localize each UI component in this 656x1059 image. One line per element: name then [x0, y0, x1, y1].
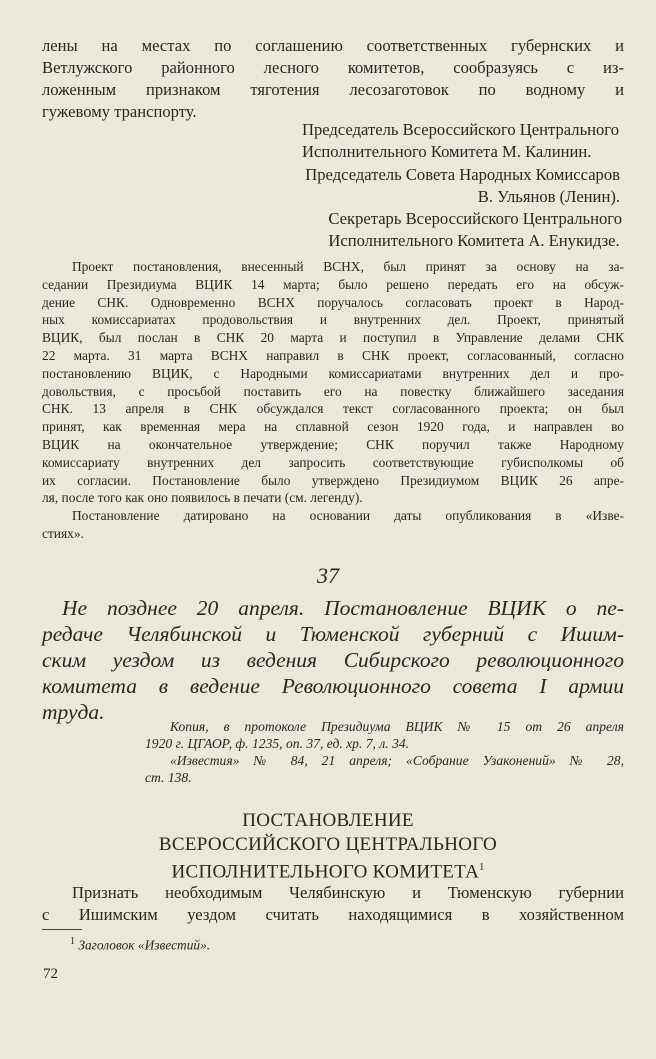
document-number: 37	[317, 563, 339, 588]
heading-text: ИСПОЛНИТЕЛЬНОГО КОМИТЕТА	[171, 861, 480, 883]
note-line: принят, как временная мера на сплавной сезон 1920 года, и направлен во	[42, 419, 624, 435]
signature-name: Исполнительного Комитета А. Енукидзе.	[328, 231, 620, 250]
footnote-reference: 1	[479, 862, 485, 873]
source-line: 1920 г. ЦГАОР, ф. 1235, оп. 37, ед. хр. 7, л. 34.	[145, 736, 410, 751]
note-line: ВЦИК, был послан в СНК 20 марта и поступил в Управление делами СНК	[42, 330, 624, 346]
note-line: седании Президиума ВЦИК 14 марта; было решено передать его на обсуж-	[42, 276, 624, 292]
source-line: Копия, в протоколе Президиума ВЦИК № 15 от 26 апреля	[170, 719, 624, 734]
signature-lenin	[305, 164, 620, 208]
signature-enukidze	[328, 208, 622, 252]
text-line: ложенным признаком тяготения лесозаготовок по водному и	[42, 80, 624, 99]
footnote-text: Заголовок «Известий».	[78, 937, 211, 953]
note-line: дение СНК. Одновременно ВСНХ поручалось согласовать проект в Народ-	[42, 294, 624, 310]
note-line: СНК. 13 апреля в СНК обсуждался текст согласованного проекта; он был	[42, 401, 624, 417]
page-number: 72	[43, 966, 58, 982]
signature-name: В. Ульянов (Ленин).	[477, 187, 620, 206]
decree-text	[42, 882, 624, 926]
archival-source	[145, 718, 624, 786]
note-line: довольствия, с просьбой поставить его на повестку ближайшего заседания	[42, 383, 624, 399]
title-line: ским уездом из ведения Сибирского революционного	[42, 648, 624, 672]
text-line: Признать необходимым Челябинскую и Тюменскую губернии	[72, 883, 624, 902]
signature-name: Исполнительного Комитета М. Калинин.	[302, 142, 592, 161]
editorial-note	[42, 258, 624, 543]
note-line: ля, после того как оно появилось в печати (см. легенду).	[42, 490, 363, 506]
text-line: с Ишимским уездом считать находящимися в хозяйственном	[42, 905, 624, 924]
title-line: труда.	[42, 700, 105, 724]
top-paragraph	[42, 35, 624, 123]
note-line: постановлению ВЦИК, с Народными комиссариатами внутренних дел и про-	[42, 365, 624, 381]
note-line: их согласии. Постановление было утверждено Президиумом ВЦИК 26 апре-	[42, 472, 624, 488]
heading-line	[0, 856, 656, 884]
note-line: ных комиссариатах продовольствия и внутренних дел. Проект, принятый	[42, 312, 624, 328]
signature-title: Секретарь Всероссийского Центрального	[328, 209, 622, 228]
note-line: комиссариату внутренних дел запросить соответствующие губисполкомы об	[42, 454, 624, 470]
title-line: Не позднее 20 апреля. Постановление ВЦИК о пе-	[62, 596, 624, 620]
text-line: гужевому транспорту.	[42, 102, 197, 121]
note-line: Постановление датировано на основании даты опубликования в «Изве-	[72, 508, 624, 524]
signature-title: Председатель Всероссийского Центрального	[302, 120, 619, 139]
footnote-mark: 1	[70, 936, 75, 947]
note-line: ВЦИК на окончательное утверждение; СНК поручил также Народному	[42, 436, 624, 452]
signature-kalinin	[302, 119, 619, 163]
note-line: стиях».	[42, 525, 84, 541]
heading-line: ПОСТАНОВЛЕНИЕ	[242, 810, 414, 831]
document-title	[42, 595, 624, 725]
text-line: лены на местах по соглашению соответственных губернских и	[42, 36, 624, 55]
note-line: 22 марта. 31 марта ВСНХ направил в СНК проект, согласованный, согласно	[42, 347, 624, 363]
signature-title: Председатель Совета Народных Комиссаров	[305, 165, 620, 184]
source-line: «Известия» № 84, 21 апреля; «Собрание Узаконений» № 28,	[170, 753, 624, 768]
note-line: Проект постановления, внесенный ВСНХ, был принят за основу на за-	[72, 259, 624, 274]
footnote-divider	[42, 929, 82, 930]
title-line: редаче Челябинской и Тюменской губерний с Ишим-	[42, 622, 624, 646]
footnote	[70, 936, 210, 953]
decree-heading	[0, 809, 656, 884]
title-line: комитета в ведение Революционного совета I армии	[42, 674, 624, 698]
heading-line: ВСЕРОССИЙСКОГО ЦЕНТРАЛЬНОГО	[158, 833, 498, 855]
source-line: ст. 138.	[145, 770, 192, 785]
text-line: Ветлужского районного лесного комитетов, сообразуясь с из-	[42, 58, 624, 77]
